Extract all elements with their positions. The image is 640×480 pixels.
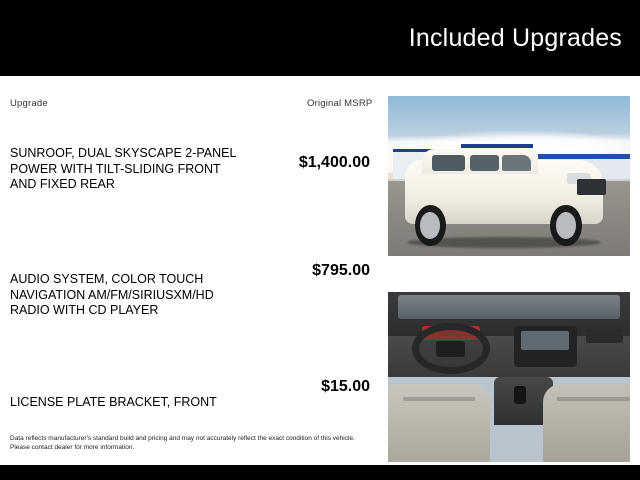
upgrade-price: $795.00	[312, 262, 370, 279]
vehicle-exterior-photo	[388, 96, 630, 256]
page-title: Included Upgrades	[408, 24, 622, 52]
suv-middle-window	[470, 155, 499, 171]
disclaimer-text: Data reflects manufacturer's standard build and pricing and may not accurately reflect the exact condition of this vehicle. Please contact dealer for more information.	[10, 435, 355, 451]
upgrade-price: $15.00	[321, 378, 370, 395]
table-row	[0, 378, 380, 418]
gear-shifter	[514, 386, 526, 405]
upgrade-label: SUNROOF, DUAL SKYSCAPE 2-PANEL POWER WITH TILT-SLIDING FRONT AND FIXED REAR	[10, 146, 236, 191]
page-header	[0, 0, 640, 76]
infotainment-screen	[521, 331, 569, 350]
column-header-msrp: Original MSRP	[307, 98, 373, 109]
passenger-seat-seam	[557, 397, 630, 400]
suv-rear-window	[432, 155, 466, 171]
air-vent	[586, 329, 622, 343]
upgrade-price: $1,400.00	[298, 154, 370, 171]
driver-seat-seam	[403, 397, 476, 400]
passenger-seat	[543, 384, 630, 462]
table-row	[0, 262, 380, 317]
suv-wheel-front	[550, 205, 581, 247]
content-sheet	[0, 76, 640, 465]
vehicle-interior-photo	[388, 292, 630, 462]
steering-wheel-hub	[436, 341, 465, 356]
suv-wheel-rear	[415, 205, 446, 247]
suv-front-window	[502, 155, 531, 171]
upgrade-label: LICENSE PLATE BRACKET, FRONT	[10, 395, 217, 409]
windshield	[398, 295, 621, 319]
column-header-upgrade: Upgrade	[10, 98, 48, 109]
suv-grille	[577, 179, 606, 195]
driver-seat	[388, 384, 490, 462]
table-row	[0, 146, 380, 206]
upgrade-label: AUDIO SYSTEM, COLOR TOUCH NAVIGATION AM/FM/SIRIUSXM/HD RADIO WITH CD PLAYER	[10, 272, 214, 317]
